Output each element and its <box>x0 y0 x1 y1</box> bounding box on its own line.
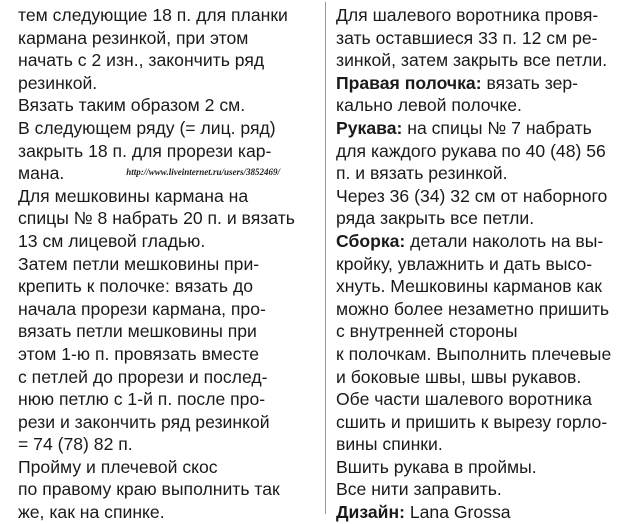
text-line: и боковые швы, швы рукавов. <box>336 366 582 387</box>
text-line <box>336 117 636 140</box>
text-line: резинкой. <box>18 72 98 93</box>
text-line: Вязать таким образом 2 см. <box>18 95 246 116</box>
text-line: кройку, увлажнить и дать высо- <box>336 253 593 274</box>
text-line: для каждого рукава по 40 (48) 56 <box>336 140 606 161</box>
right-column <box>336 4 636 524</box>
text-line: кально левой полочке. <box>336 95 522 116</box>
text-line: = 74 (78) 82 п. <box>18 434 133 455</box>
text-line: Все нити заправить. <box>336 479 502 500</box>
text-line-part: детали наколоть на вы- <box>405 230 604 251</box>
text-line: спицы № 8 набрать 20 п. и вязать <box>18 208 295 229</box>
text-line <box>18 162 318 185</box>
text-line <box>336 501 636 524</box>
text-line <box>336 72 636 95</box>
text-line-part: вязать зер- <box>481 72 579 93</box>
text-line-part: Lana Grossa <box>404 502 511 523</box>
text-line <box>336 230 636 253</box>
section-heading-assembly: Сборка: <box>336 230 406 251</box>
text-line: же, как на спинке. <box>18 502 165 523</box>
left-column <box>18 4 318 524</box>
text-line: начала прорези кармана, про- <box>18 298 266 319</box>
text-line: кармана резинкой, при этом <box>18 27 249 48</box>
text-line: вязать петли мешковины при <box>18 321 257 342</box>
text-line: этом 1-ю п. провязать вместе <box>18 343 260 364</box>
text-line: ряда закрыть все петли. <box>336 208 535 229</box>
column-divider <box>325 2 326 514</box>
text-line: к полочкам. Выполнить плечевые <box>336 343 612 364</box>
text-line: Обе части шалевого воротника <box>336 389 592 410</box>
text-line: зинкой, затем закрыть все петли. <box>336 50 608 71</box>
text-line: начать с 2 изн., закончить ряд <box>18 50 265 71</box>
text-line: зать оставшиеся 33 п. 12 см ре- <box>336 27 598 48</box>
section-heading-design: Дизайн: <box>336 502 405 523</box>
text-line: рези и закончить ряд резинкой <box>18 411 270 432</box>
text-line: с внутренней стороны <box>336 321 518 342</box>
text-line: крепить к полочке: вязать до <box>18 276 254 297</box>
text-line: Для шалевого воротника провя- <box>336 5 599 25</box>
text-line: сшить и пришить к вырезу горло- <box>336 411 608 432</box>
text-line: В следующем ряду (= лиц. ряд) <box>18 117 276 138</box>
section-heading-sleeves: Рукава: <box>336 117 403 138</box>
watermark-url: http://www.liveinternet.ru/users/3852469/ <box>126 167 280 178</box>
text-line: вины спинки. <box>336 434 443 455</box>
text-line: п. и вязать резинкой. <box>336 163 508 184</box>
text-line: можно более незаметно пришить <box>336 298 610 319</box>
text-line: хнуть. Мешковины карманов как <box>336 276 603 297</box>
text-line: с петлей до прорези и послед- <box>18 366 268 387</box>
text-line: Для мешковины кармана на <box>18 185 249 206</box>
text-line: Затем петли мешковины при- <box>18 253 260 274</box>
text-line-part: мана. <box>18 163 65 184</box>
text-line: 13 см лицевой гладью. <box>18 230 206 251</box>
text-line: Пройму и плечевой скос <box>18 456 218 477</box>
text-line: нюю петлю с 1-й п. после про- <box>18 389 266 410</box>
text-line: Вшить рукава в проймы. <box>336 456 537 477</box>
text-line: по правому краю выполнить так <box>18 479 280 500</box>
section-heading-right-front: Правая полочка: <box>336 72 482 93</box>
text-line: тем следующие 18 п. для планки <box>18 5 288 25</box>
text-line: закрыть 18 п. для прорези кар- <box>18 140 272 161</box>
text-line: Через 36 (34) 32 см от наборного <box>336 185 608 206</box>
text-line-part: на спицы № 7 набрать <box>402 117 592 138</box>
